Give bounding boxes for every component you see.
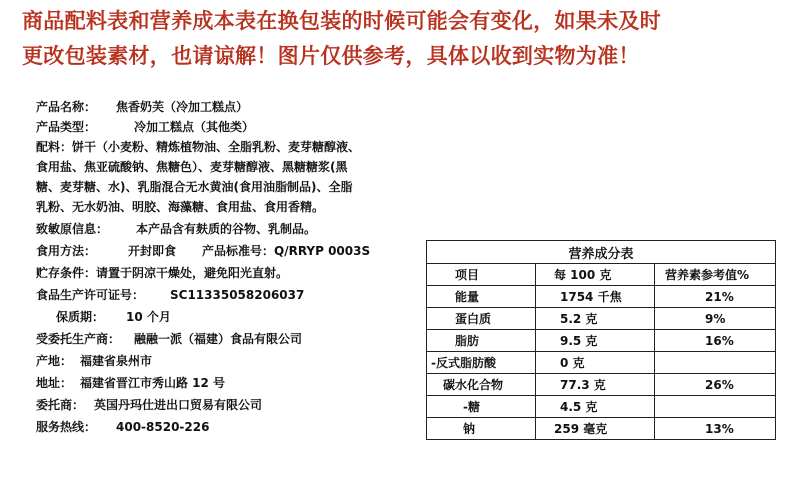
header-per-100g: 每 100 克 — [536, 264, 655, 286]
client-value: 英国丹玛仕进出口贸易有限公司 — [94, 398, 263, 412]
ingredients-line-4: 乳粉、无水奶油、明胶、海藻糖、食用盐、食用香精。 — [36, 200, 325, 214]
row-item: 钠 — [427, 418, 536, 440]
shelf-life-row — [36, 307, 456, 327]
allergen-value: 本产品含有麸质的谷物、乳制品。 — [136, 222, 317, 236]
row-amount: 5.2 克 — [536, 308, 655, 330]
product-name-key: 产品名称： — [36, 100, 97, 114]
producer-key: 受委托生产商： — [36, 332, 121, 346]
client-key: 委托商： — [36, 398, 85, 412]
table-row — [427, 418, 776, 440]
row-item: 能量 — [427, 286, 536, 308]
nutrition-table — [426, 240, 776, 440]
allergen-row — [36, 219, 456, 239]
origin-key: 产地： — [36, 354, 73, 368]
row-nrv: 16% — [655, 330, 776, 352]
nutrition-table-caption: 营养成分表 — [427, 241, 776, 264]
product-name-value: 焦香奶芙（冷加工糕点） — [116, 100, 249, 114]
table-row — [427, 374, 776, 396]
row-nrv — [655, 396, 776, 418]
row-amount: 9.5 克 — [536, 330, 655, 352]
row-item: -糖 — [427, 396, 536, 418]
ingredients-line-1: 配料：饼干（小麦粉、精炼植物油、全脂乳粉、麦芽糖醇液、 — [36, 140, 361, 154]
row-nrv: 21% — [655, 286, 776, 308]
product-type-value: 冷加工糕点（其他类） — [134, 120, 255, 134]
client-row — [36, 395, 456, 415]
row-amount: 77.3 克 — [536, 374, 655, 396]
allergen-key: 致敏原信息： — [36, 222, 109, 236]
row-item: -反式脂肪酸 — [427, 352, 536, 374]
producer-value: 融融一派（福建）食品有限公司 — [134, 332, 303, 346]
nutrition-header-row — [427, 264, 776, 286]
hotline-key: 服务热线： — [36, 420, 97, 434]
table-row — [427, 330, 776, 352]
license-row — [36, 285, 456, 305]
table-row — [427, 286, 776, 308]
usage-value: 开封即食 — [128, 244, 177, 258]
address-row — [36, 373, 456, 393]
disclaimer-line-2: 更改包装素材，也请谅解！图片仅供参考，具体以收到实物为准！ — [22, 44, 640, 68]
ingredients-line-3: 糖、麦芽糖、水)、乳脂混合无水黄油(食用油脂制品)、全脂 — [36, 180, 353, 194]
disclaimer-line-1: 商品配料表和营养成本表在换包装的时候可能会有变化，如果未及时 — [22, 9, 661, 33]
product-type-row — [36, 117, 456, 137]
header-item: 项目 — [427, 264, 536, 286]
row-nrv — [655, 352, 776, 374]
row-amount: 0 克 — [536, 352, 655, 374]
row-item: 脂肪 — [427, 330, 536, 352]
disclaimer-notice — [22, 4, 782, 74]
table-row — [427, 352, 776, 374]
row-amount: 259 毫克 — [536, 418, 655, 440]
row-item: 碳水化合物 — [427, 374, 536, 396]
usage-key: 食用方法： — [36, 244, 97, 258]
origin-value: 福建省泉州市 — [80, 354, 153, 368]
row-amount: 1754 千焦 — [536, 286, 655, 308]
hotline-value: 400-8520-226 — [116, 420, 210, 434]
shelf-life-value: 10 个月 — [126, 310, 171, 324]
producer-row — [36, 329, 456, 349]
standard-key: 产品标准号： — [202, 244, 275, 258]
address-value: 福建省晋江市秀山路 12 号 — [80, 376, 226, 390]
row-nrv: 13% — [655, 418, 776, 440]
hotline-row — [36, 417, 456, 437]
table-row — [427, 396, 776, 418]
row-nrv: 9% — [655, 308, 776, 330]
storage-row: 贮存条件：请置于阴凉干燥处，避免阳光直射。 — [36, 266, 289, 280]
origin-row — [36, 351, 456, 371]
product-label — [36, 97, 456, 437]
row-item: 蛋白质 — [427, 308, 536, 330]
row-amount: 4.5 克 — [536, 396, 655, 418]
row-nrv: 26% — [655, 374, 776, 396]
standard-value: Q/RRYP 0003S — [274, 244, 371, 258]
header-nrv: 营养素参考值% — [655, 264, 776, 286]
shelf-life-key: 保质期： — [56, 310, 105, 324]
table-row — [427, 308, 776, 330]
usage-row — [36, 241, 456, 261]
license-value: SC11335058206037 — [170, 288, 305, 302]
product-name-row — [36, 97, 456, 117]
product-type-key: 产品类型： — [36, 120, 97, 134]
ingredients-line-2: 食用盐、焦亚硫酸钠、焦糖色）、麦芽糖醇液、黑糖糖浆(黑 — [36, 160, 348, 174]
license-key: 食品生产许可证号： — [36, 288, 145, 302]
address-key: 地址： — [36, 376, 73, 390]
